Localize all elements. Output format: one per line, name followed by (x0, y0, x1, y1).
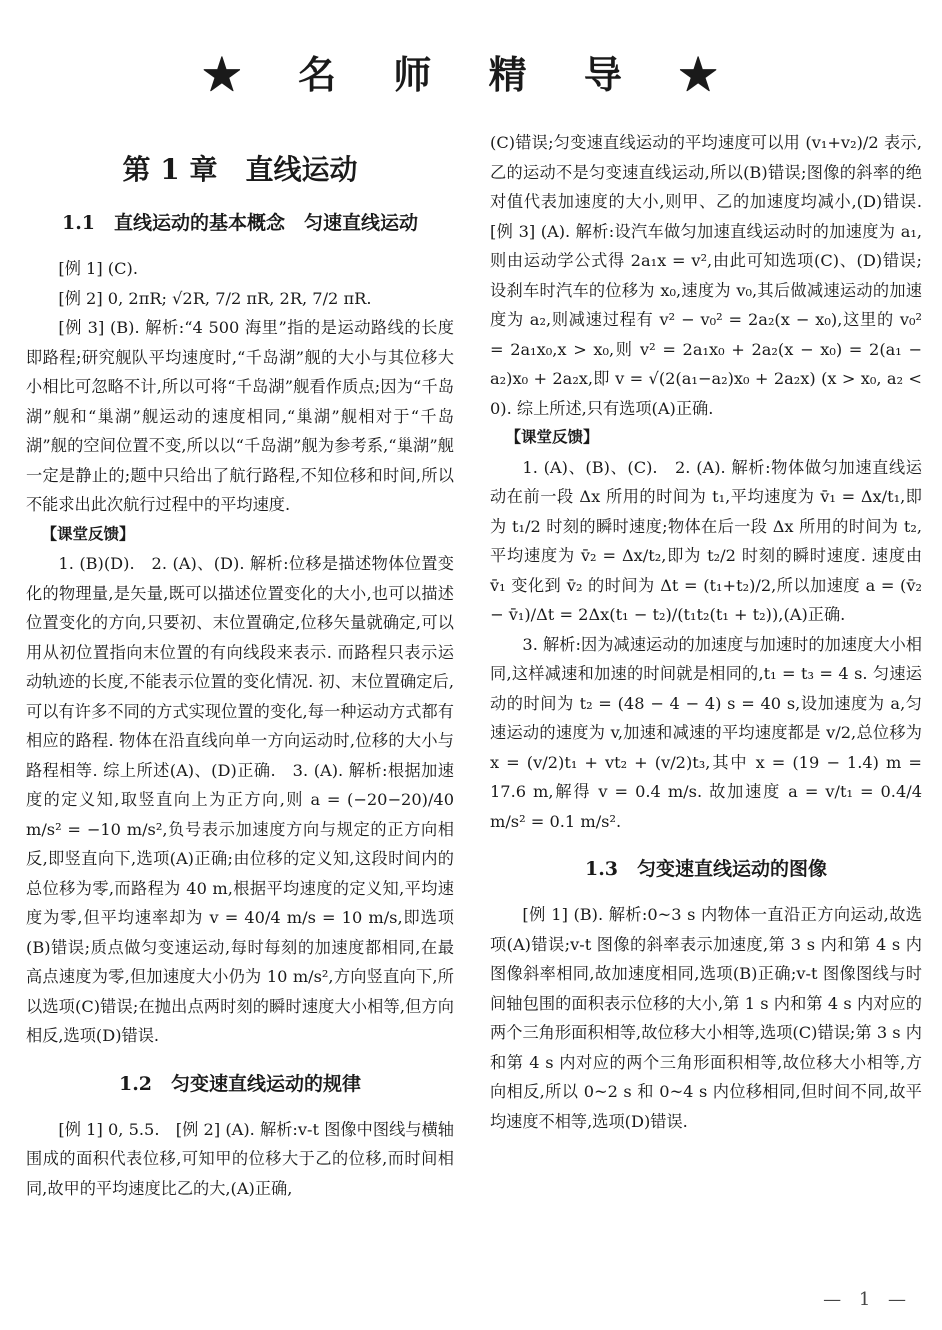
section-1-3-title: 1.3 匀变速直线运动的图像 (584, 858, 828, 880)
section-1-2-examples: [例 1] 0, 5.5. [例 2] (A). 解析:v-t 图像中图线与横轴围成的面积代表位移,可知甲的位移大于乙的位移,而时间相同,故甲的平均速度比乙的大,(A)正确, (26, 1119, 454, 1198)
feedback-label-2: 【课堂反馈】 (505, 428, 599, 446)
right-column (490, 128, 939, 1136)
page-number: — 1 — (823, 1289, 912, 1310)
section-1-2-continued: (C)错误;匀变速直线运动的平均速度可以用 (v₁+v₂)/2 表示,乙的运动不是匀变速直线运动,所以(B)错误;图像的斜率的绝对值代表加速度的大小,则甲、乙的加速度均减小,(D)错误. [例 3] (A). 解析:设汽车做匀加速直线运动时的加速度为 a₁,则由运动学公式得 2a₁x = v²,由此可知选项(C)、(D)错误;设刹车时汽车的位移为 x₀,速度为 v₀,其后做减速运动的加速度为 a₂,则减速过程有 v² − v₀² = 2a₂(x − x₀),这里的 v₀² = 2a₁x₀,x > x₀,则 v² = 2a₁x₀ + 2a₂(x − x₀) = 2(a₁ − a₂)x₀ + 2a₂x,即 v = √(2(a₁−a₂)x₀ + 2a₂x) (x > x₀, a₂ < 0). 综上所述,只有选项(A)正确. (490, 133, 939, 418)
example-1: [例 1] (C). (58, 259, 138, 278)
example-2: [例 2] 0, 2πR; √2R, 7/2 πR, 2R, 7/2 πR. (58, 288, 372, 308)
left-column (26, 130, 454, 1203)
example-3: [例 3] (B). 解析:“4 500 海里”指的是运动路线的长度即路程;研究舰队平均速度时,“千岛湖”舰的大小与其位移大小相比可忽略不计,所以可将“千岛湖”舰看作质点;因为“千岛湖”舰和“巢湖”舰运动的速度相同,“巢湖”舰相对于“千岛湖”舰的空间位置不变,所以以“千岛湖”舰为参考系,“巢湖”舰一定是静止的;题中只给出了航行路程,不知位移和时间,所以不能求出此次航行过程中的平均速度. (26, 318, 454, 514)
feedback-1-2-q3: 3. 解析:因为减速运动的加速度与加速时的加速度大小相同,这样减速和加速的时间就是相同的,t₁ = t₃ = 4 s. 匀速运动的时间为 t₂ = (48 − 4 − 4) s = 40 s,设加速度为 a,匀速运动的速度为 v,加速和减速的平均速度都是 v/2,总位移为 x = (v/2)t₁ + vt₂ + (v/2)t₃,其中 x = (19 − 1.4) m = 17.6 m,解得 v = 0.4 m/s. 故加速度 a = v/t₁ = 0.4/4 m/s² = 0.1 m/s². (490, 634, 922, 831)
feedback-label: 【课堂反馈】 (41, 524, 135, 543)
chapter-title: 第 1 章 直线运动 (122, 153, 358, 186)
feedback-1-1: 1. (B)(D). 2. (A)、(D). 解析:位移是描述物体位置变化的物理量,是矢量,既可以描述位置变化的大小,也可以描述位置变化的方向,只要初、末位置确定,位移矢量就确定,可以用从初位置指向末位置的有向线段来表示. 而路程只表示运动轨迹的长度,不能表示位置的变化情况. 初、末位置确定后,可以有许多不同的方式实现位置的变化,每一种运动方式都有相应的路程. 物体在沿直线向单一方向运动时,位移的大小与路程相等. 综上所述(A)、(D)正确. 3. (A). 解析:根据加速度的定义知,取竖直向上为正方向,则 a = (−20−20)/40 m/s² = −10 m/s²,负号表示加速度方向与规定的正方向相反,即竖直向下,选项(A)正确;由位移的定义知,这段时间内的总位移为零,而路程为 40 m,根据平均速度的定义知,平均速度为零,但平均速率却为 v = 40/4 m/s = 10 m/s,即选项(B)错误;质点做匀变速运动,每时每刻的加速度都相同,在最高点速度为零,但加速度大小仍为 10 m/s²,方向竖直向下,所以选项(C)错误;在抛出点两时刻的瞬时速度大小相等,但方向相反,选项(D)错误. (26, 554, 454, 1045)
section-1-1-title: 1.1 直线运动的基本概念 匀速直线运动 (61, 212, 419, 234)
section-1-3-example: [例 1] (B). 解析:0~3 s 内物体一直沿正方向运动,故选项(A)错误;v-t 图像的斜率表示加速度,第 3 s 内和第 4 s 内图像斜率相同,故加速度相同,选项(B)正确;v-t 图像图线与时间轴包围的面积表示位移的大小,第 1 s 内和第 4 s 内对应的两个三角形面积相等,故位移大小相等,选项(C)错误;第 3 s 内和第 4 s 内对应的两个三角形面积相等,故位移大小相等,方向相反,所以 0~2 s 和 0~4 s 内位移相同,但时间不同,故平均速度不相等,选项(D)错误. (490, 905, 922, 1131)
feedback-1-2: 1. (A)、(B)、(C). 2. (A). 解析:物体做匀加速直线运动在前一段 Δx 所用的时间为 t₁,平均速度为 v̄₁ = Δx/t₁,即为 t₁/2 时刻的瞬时速度;物体在后一段 Δx 所用的时间为 t₂,平均速度为 v̄₂ = Δx/t₂,即为 t₂/2 时刻的瞬时速度. 速度由 v̄₁ 变化到 v̄₂ 的时间为 Δt = (t₁+t₂)/2,所以加速度 a = (v̄₂ − v̄₁)/Δt = 2Δx(t₁ − t₂)/(t₁t₂(t₁ + t₂)),(A)正确. (490, 457, 922, 624)
section-1-2-title: 1.2 匀变速直线运动的规律 (118, 1072, 362, 1095)
page-title: ★ 名 师 精 导 ★ (202, 52, 740, 97)
